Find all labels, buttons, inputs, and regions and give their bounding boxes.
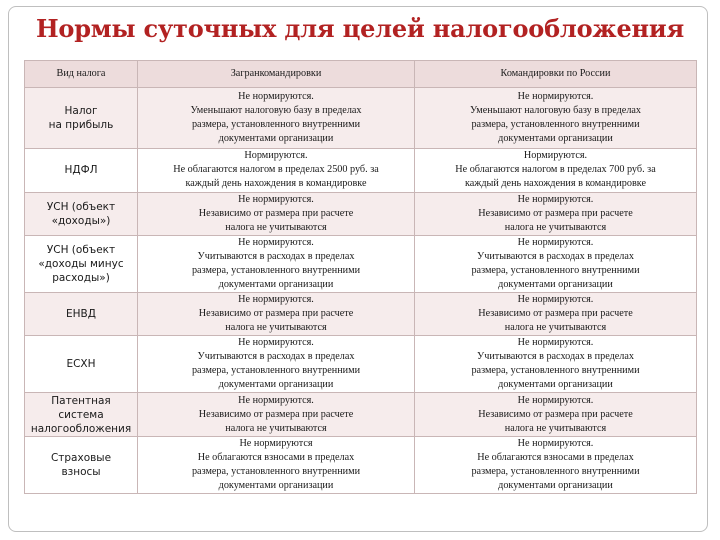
- cell-line: Не нормируются.: [517, 437, 594, 449]
- cell-line: Независимо от размера при расчете: [198, 308, 354, 320]
- cell-line: Страховые: [50, 451, 112, 464]
- russia-trips-cell: [415, 149, 697, 192]
- cell-line: на прибыль: [48, 119, 114, 132]
- cell-line: налогообложения: [30, 422, 132, 435]
- cell-line: ЕНВД: [66, 308, 96, 321]
- cell-line: Учитываются в расходах в пределах: [477, 250, 634, 262]
- header-foreign-trips: Загранкомандировки: [138, 61, 415, 88]
- cell-line: Независимо от размера при расчете: [198, 408, 354, 420]
- table-header-row: [25, 61, 697, 88]
- cell-line: Не нормируются.: [517, 193, 594, 205]
- tax-type-cell: [25, 149, 138, 192]
- foreign-trips-cell: [138, 436, 415, 493]
- cell-line: документами организации: [218, 133, 334, 145]
- cell-line: документами организации: [498, 133, 613, 145]
- foreign-trips-cell: [138, 336, 415, 393]
- table-row: [25, 292, 697, 335]
- cell-line: размера, установленного внутренними: [191, 119, 361, 131]
- cell-line: Нормируются.: [523, 150, 588, 162]
- tax-type-cell: [25, 336, 138, 393]
- cell-line: размера, установленного внутренними: [471, 264, 640, 276]
- cell-line: взносы: [61, 465, 101, 478]
- tax-type-cell: [25, 292, 138, 335]
- cell-line: документами организации: [218, 479, 334, 491]
- cell-line: УСН (объект: [46, 200, 116, 213]
- cell-line: документами организации: [498, 379, 613, 391]
- cell-line: НДФЛ: [64, 164, 98, 177]
- per-diem-table: [24, 60, 697, 494]
- cell-line: Не нормируются.: [517, 337, 594, 349]
- cell-line: Уменьшают налоговую базу в пределах: [469, 105, 642, 117]
- cell-line: размера, установленного внутренними: [471, 365, 640, 377]
- russia-trips-cell: [415, 88, 697, 149]
- cell-line: Независимо от размера при расчете: [478, 408, 633, 420]
- cell-line: документами организации: [218, 379, 334, 391]
- tax-type-cell: [25, 436, 138, 493]
- cell-line: Учитываются в расходах в пределах: [197, 250, 355, 262]
- cell-line: каждый день нахождения в командировке: [185, 178, 367, 190]
- cell-line: налога не учитываются: [504, 221, 607, 233]
- cell-line: Не нормируются.: [238, 91, 314, 103]
- tax-type-cell: [25, 393, 138, 436]
- cell-line: налога не учитываются: [225, 422, 327, 434]
- cell-line: ЕСХН: [66, 358, 96, 371]
- cell-line: Независимо от размера при расчете: [478, 207, 633, 219]
- cell-line: УСН (объект: [46, 243, 116, 256]
- page-title: Нормы суточных для целей налогообложения: [35, 14, 685, 43]
- russia-trips-cell: [415, 336, 697, 393]
- russia-trips-cell: [415, 235, 697, 292]
- russia-trips-cell: [415, 393, 697, 436]
- cell-line: Не облагаются налогом в пределах 700 руб. за: [455, 164, 656, 176]
- cell-line: налога не учитываются: [504, 422, 607, 434]
- table-row: [25, 436, 697, 493]
- cell-line: Не облагаются взносами в пределах: [197, 451, 355, 463]
- cell-line: размера, установленного внутренними: [191, 264, 361, 276]
- cell-line: каждый день нахождения в командировке: [464, 178, 647, 190]
- cell-line: документами организации: [218, 278, 334, 290]
- header-tax-type: Вид налога: [25, 61, 138, 88]
- foreign-trips-cell: [138, 292, 415, 335]
- cell-line: Не нормируются: [239, 437, 313, 449]
- tax-type-cell: [25, 235, 138, 292]
- cell-line: налога не учитываются: [225, 221, 327, 233]
- cell-line: размера, установленного внутренними: [191, 465, 361, 477]
- cell-line: Учитываются в расходах в пределах: [197, 351, 355, 363]
- table-row: [25, 235, 697, 292]
- foreign-trips-cell: [138, 192, 415, 235]
- cell-line: Независимо от размера при расчете: [478, 308, 633, 320]
- foreign-trips-cell: [138, 149, 415, 192]
- cell-line: Нормируются.: [244, 150, 308, 162]
- cell-line: «доходы минус: [38, 257, 124, 270]
- cell-line: Независимо от размера при расчете: [198, 207, 354, 219]
- foreign-trips-cell: [138, 88, 415, 149]
- cell-line: Не нормируются.: [238, 294, 314, 306]
- cell-line: Не нормируются.: [517, 91, 594, 103]
- cell-line: Учитываются в расходах в пределах: [477, 351, 634, 363]
- table-row: [25, 336, 697, 393]
- cell-line: «доходы»): [51, 214, 111, 227]
- cell-line: Не нормируются.: [238, 337, 314, 349]
- cell-line: размера, установленного внутренними: [471, 119, 640, 131]
- cell-line: документами организации: [498, 278, 613, 290]
- cell-line: Не нормируются.: [517, 294, 594, 306]
- cell-line: размера, установленного внутренними: [471, 465, 640, 477]
- cell-line: Патентная система: [51, 394, 111, 421]
- cell-line: налога не учитываются: [504, 322, 607, 334]
- tax-type-cell: [25, 192, 138, 235]
- cell-line: Не нормируются.: [517, 394, 594, 406]
- cell-line: Не облагаются налогом в пределах 2500 руб. за: [173, 164, 379, 176]
- table-row: [25, 149, 697, 192]
- foreign-trips-cell: [138, 235, 415, 292]
- cell-line: размера, установленного внутренними: [191, 365, 361, 377]
- cell-line: Не нормируются.: [238, 193, 314, 205]
- table-row: [25, 192, 697, 235]
- cell-line: Не нормируются.: [238, 236, 314, 248]
- cell-line: налога не учитываются: [225, 322, 327, 334]
- cell-line: Уменьшают налоговую базу в пределах: [190, 105, 362, 117]
- foreign-trips-cell: [138, 393, 415, 436]
- russia-trips-cell: [415, 192, 697, 235]
- russia-trips-cell: [415, 436, 697, 493]
- cell-line: Не нормируются.: [238, 394, 314, 406]
- table-row: [25, 393, 697, 436]
- tax-type-cell: [25, 88, 138, 149]
- table-row: [25, 88, 697, 149]
- cell-line: Не облагаются взносами в пределах: [477, 451, 634, 463]
- cell-line: расходы»): [52, 271, 110, 284]
- header-russia-trips: Командировки по России: [415, 61, 697, 88]
- cell-line: Не нормируются.: [517, 236, 594, 248]
- cell-line: документами организации: [498, 479, 613, 491]
- russia-trips-cell: [415, 292, 697, 335]
- cell-line: Налог: [64, 105, 98, 118]
